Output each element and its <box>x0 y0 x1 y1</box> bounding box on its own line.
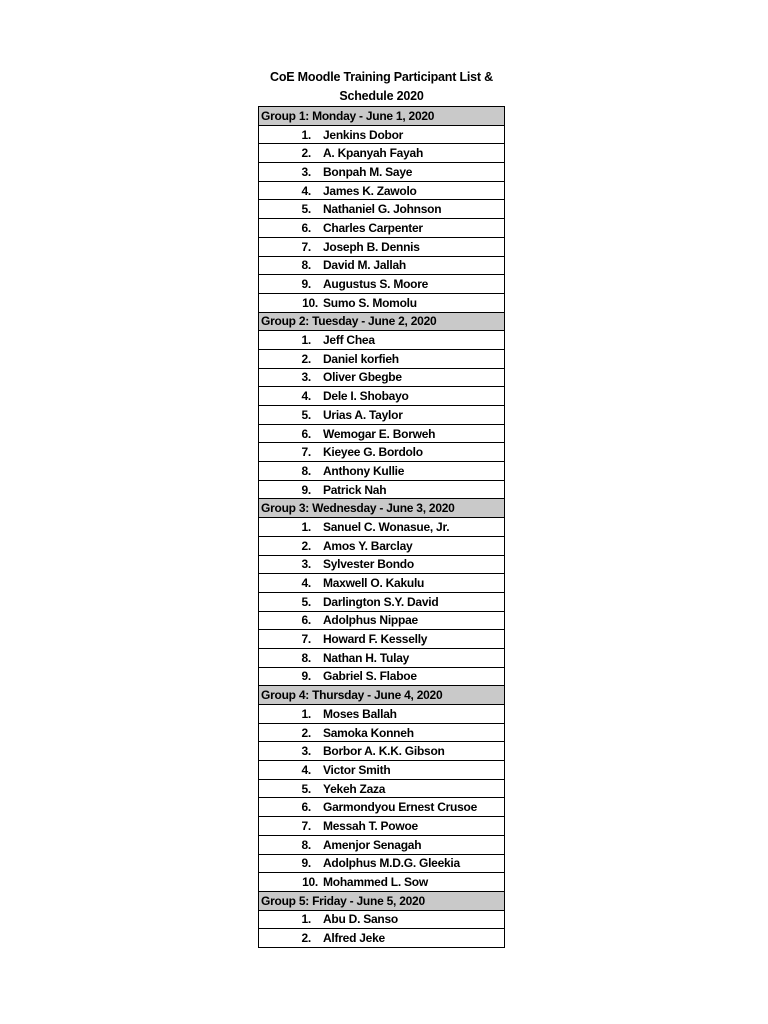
group-header-row <box>259 312 505 331</box>
participant-row <box>259 349 505 368</box>
participant-cell <box>259 424 505 443</box>
participant-number: 4. <box>301 576 311 591</box>
participant-number: 2. <box>301 725 311 740</box>
participant-name: Patrick Nah <box>323 482 387 497</box>
participant-cell <box>259 181 505 200</box>
participant-number: 9. <box>301 277 311 292</box>
participant-cell <box>259 256 505 275</box>
group-header: Group 4: Thursday - June 4, 2020 <box>259 686 505 705</box>
participant-number: 5. <box>301 781 311 796</box>
participant-cell <box>259 331 505 350</box>
participant-number: 2. <box>301 931 311 946</box>
participant-row <box>259 592 505 611</box>
participant-cell <box>259 518 505 537</box>
participant-cell <box>259 237 505 256</box>
participant-number: 7. <box>301 632 311 647</box>
participant-name: Oliver Gbegbe <box>323 370 402 385</box>
participant-row <box>259 574 505 593</box>
participant-number: 8. <box>301 463 311 478</box>
participant-cell <box>259 275 505 294</box>
group-header: Group 3: Wednesday - June 3, 2020 <box>259 499 505 518</box>
participant-row <box>259 462 505 481</box>
participant-name: Charles Carpenter <box>323 220 423 235</box>
participant-cell <box>259 817 505 836</box>
participant-name: Dele I. Shobayo <box>323 389 409 404</box>
participant-number: 8. <box>301 837 311 852</box>
participant-row <box>259 406 505 425</box>
participant-name: Gabriel S. Flaboe <box>323 669 417 684</box>
participant-row <box>259 219 505 238</box>
participant-cell <box>259 648 505 667</box>
participant-number: 3. <box>301 557 311 572</box>
participant-row <box>259 424 505 443</box>
participant-number: 9. <box>301 669 311 684</box>
participant-row <box>259 518 505 537</box>
participant-row <box>259 163 505 182</box>
participant-row <box>259 873 505 892</box>
participant-name: Adolphus M.D.G. Gleekia <box>323 856 460 871</box>
participant-number: 5. <box>301 407 311 422</box>
participant-number: 6. <box>301 800 311 815</box>
participant-number: 9. <box>301 856 311 871</box>
group-header-row <box>259 499 505 518</box>
participant-cell <box>259 144 505 163</box>
participant-row <box>259 368 505 387</box>
participant-cell <box>259 406 505 425</box>
participant-number: 3. <box>301 370 311 385</box>
participant-name: Wemogar E. Borweh <box>323 426 436 441</box>
participant-name: Urias A. Taylor <box>323 407 403 422</box>
participant-row <box>259 125 505 144</box>
participant-cell <box>259 462 505 481</box>
title-line-2: Schedule 2020 <box>339 89 424 103</box>
participant-name: Amenjor Senagah <box>323 837 422 852</box>
participant-cell <box>259 387 505 406</box>
participant-cell <box>259 929 505 948</box>
participant-row <box>259 723 505 742</box>
participant-number: 8. <box>301 258 311 273</box>
participant-number: 1. <box>301 127 311 142</box>
participant-name: A. Kpanyah Fayah <box>323 146 424 161</box>
participant-cell <box>259 293 505 312</box>
participant-cell <box>259 200 505 219</box>
participant-cell <box>259 536 505 555</box>
participant-table <box>258 106 505 948</box>
participant-row <box>259 667 505 686</box>
participant-cell <box>259 761 505 780</box>
participant-name: Augustus S. Moore <box>323 277 429 292</box>
participant-number: 2. <box>301 146 311 161</box>
participant-cell <box>259 555 505 574</box>
participant-row <box>259 555 505 574</box>
participant-number: 2. <box>301 538 311 553</box>
participant-cell <box>259 798 505 817</box>
participant-row <box>259 630 505 649</box>
participant-number: 6. <box>301 220 311 235</box>
participant-cell <box>259 723 505 742</box>
participant-name: Borbor A. K.K. Gibson <box>323 744 445 759</box>
group-header: Group 1: Monday - June 1, 2020 <box>259 107 505 126</box>
participant-row <box>259 648 505 667</box>
participant-number: 10. <box>302 295 318 310</box>
participant-cell <box>259 443 505 462</box>
participant-name: Garmondyou Ernest Crusoe <box>323 800 478 815</box>
participant-number: 7. <box>301 445 311 460</box>
participant-row <box>259 779 505 798</box>
participant-number: 2. <box>301 351 311 366</box>
participant-number: 10. <box>302 875 318 890</box>
participant-name: Victor Smith <box>323 762 391 777</box>
participant-name: Sylvester Bondo <box>323 557 414 572</box>
participant-cell <box>259 910 505 929</box>
participant-number: 3. <box>301 164 311 179</box>
participant-number: 9. <box>301 482 311 497</box>
participant-row <box>259 443 505 462</box>
participant-name: Alfred Jeke <box>323 931 385 946</box>
participant-cell <box>259 667 505 686</box>
participant-number: 3. <box>301 744 311 759</box>
participant-row <box>259 705 505 724</box>
participant-cell <box>259 368 505 387</box>
participant-cell <box>259 611 505 630</box>
participant-name: Maxwell O. Kakulu <box>323 576 425 591</box>
group-header-row <box>259 891 505 910</box>
participant-cell <box>259 349 505 368</box>
participant-row <box>259 331 505 350</box>
participant-name: Sumo S. Momolu <box>323 295 417 310</box>
participant-name: Adolphus Nippae <box>323 613 418 628</box>
group-header: Group 5: Friday - June 5, 2020 <box>259 891 505 910</box>
participant-name: Joseph B. Dennis <box>323 239 420 254</box>
participant-name: David M. Jallah <box>323 258 406 273</box>
participant-cell <box>259 163 505 182</box>
participant-name: Nathaniel G. Johnson <box>323 202 442 217</box>
participant-number: 7. <box>301 818 311 833</box>
participant-name: Kieyee G. Bordolo <box>323 445 423 460</box>
participant-cell <box>259 574 505 593</box>
group-header-row <box>259 686 505 705</box>
participant-number: 6. <box>301 426 311 441</box>
document-title <box>258 68 505 106</box>
participant-table-body <box>259 107 505 948</box>
participant-sheet <box>258 68 505 948</box>
participant-name: Jenkins Dobor <box>323 127 404 142</box>
participant-row <box>259 910 505 929</box>
group-header-row <box>259 107 505 126</box>
participant-row <box>259 237 505 256</box>
participant-name: Nathan H. Tulay <box>323 650 410 665</box>
participant-name: Messah T. Powoe <box>323 818 418 833</box>
group-header: Group 2: Tuesday - June 2, 2020 <box>259 312 505 331</box>
participant-row <box>259 200 505 219</box>
participant-name: Sanuel C. Wonasue, Jr. <box>323 519 450 534</box>
participant-number: 8. <box>301 650 311 665</box>
participant-row <box>259 181 505 200</box>
participant-number: 1. <box>301 912 311 927</box>
participant-cell <box>259 480 505 499</box>
participant-cell <box>259 742 505 761</box>
participant-cell <box>259 630 505 649</box>
participant-cell <box>259 873 505 892</box>
participant-row <box>259 536 505 555</box>
participant-number: 1. <box>301 706 311 721</box>
participant-name: Anthony Kullie <box>323 463 405 478</box>
participant-number: 1. <box>301 333 311 348</box>
participant-name: James K. Zawolo <box>323 183 417 198</box>
participant-name: Darlington S.Y. David <box>323 594 439 609</box>
participant-row <box>259 929 505 948</box>
participant-row <box>259 256 505 275</box>
participant-cell <box>259 854 505 873</box>
participant-name: Mohammed L. Sow <box>323 875 428 890</box>
participant-cell <box>259 705 505 724</box>
title-line-1: CoE Moodle Training Participant List & <box>270 70 493 84</box>
participant-name: Daniel korfieh <box>323 351 399 366</box>
participant-name: Bonpah M. Saye <box>323 164 413 179</box>
participant-number: 7. <box>301 239 311 254</box>
participant-name: Moses Ballah <box>323 706 397 721</box>
participant-number: 6. <box>301 613 311 628</box>
participant-cell <box>259 125 505 144</box>
participant-number: 1. <box>301 519 311 534</box>
participant-row <box>259 835 505 854</box>
participant-row <box>259 275 505 294</box>
participant-name: Amos Y. Barclay <box>323 538 413 553</box>
participant-cell <box>259 592 505 611</box>
participant-cell <box>259 219 505 238</box>
participant-row <box>259 761 505 780</box>
participant-row <box>259 611 505 630</box>
participant-name: Samoka Konneh <box>323 725 414 740</box>
participant-name: Abu D. Sanso <box>323 912 399 927</box>
participant-number: 5. <box>301 202 311 217</box>
participant-number: 4. <box>301 183 311 198</box>
participant-row <box>259 480 505 499</box>
participant-row <box>259 742 505 761</box>
participant-row <box>259 387 505 406</box>
participant-row <box>259 293 505 312</box>
participant-cell <box>259 835 505 854</box>
participant-number: 4. <box>301 762 311 777</box>
participant-row <box>259 817 505 836</box>
participant-row <box>259 144 505 163</box>
participant-cell <box>259 779 505 798</box>
participant-number: 5. <box>301 594 311 609</box>
participant-name: Yekeh Zaza <box>323 781 386 796</box>
participant-name: Howard F. Kesselly <box>323 632 428 647</box>
participant-row <box>259 798 505 817</box>
participant-name: Jeff Chea <box>323 333 375 348</box>
participant-row <box>259 854 505 873</box>
participant-number: 4. <box>301 389 311 404</box>
